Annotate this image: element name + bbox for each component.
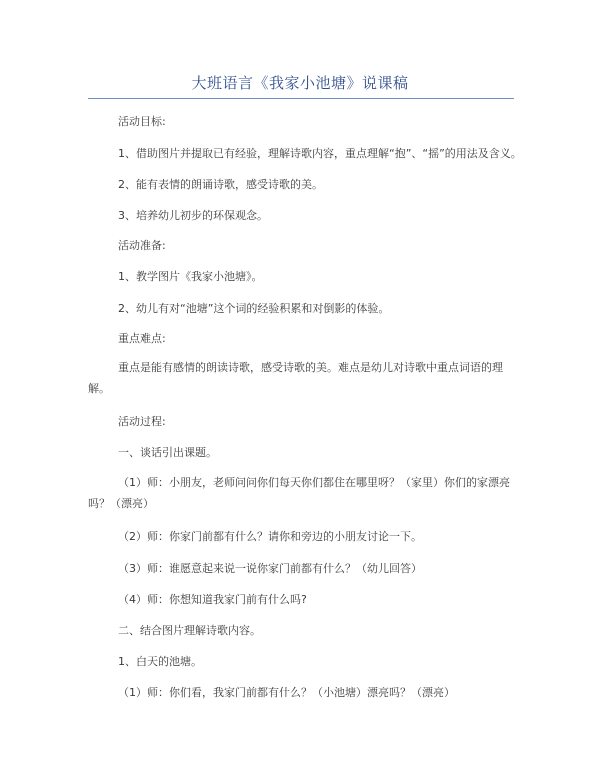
process-step-2: 二、结合图片理解诗歌内容。	[118, 624, 261, 637]
goal-item-3: 3、培养幼儿初步的环保观念。	[118, 209, 268, 222]
preparation-item-2: 2、幼儿有对“池塘”这个词的经验积累和对倒影的体验。	[118, 302, 390, 315]
process-step-1-q4: （4）师：你想知道我家门前有什么吗?	[118, 593, 307, 606]
section-heading-goals: 活动目标:	[118, 115, 166, 128]
section-heading-process: 活动过程:	[118, 415, 166, 428]
section-heading-key-points: 重点难点:	[118, 332, 166, 345]
key-points-paragraph: 重点是能有感情的朗读诗歌，感受诗歌的美。难点是幼儿对诗歌中重点词语的理解。	[88, 361, 503, 395]
preparation-item-1: 1、教学图片《我家小池塘》。	[118, 270, 263, 283]
goal-item-2: 2、能有表情的朗诵诗歌，感受诗歌的美。	[118, 178, 323, 191]
process-step-1-q2: （2）师：你家门前都有什么？请你和旁边的小朋友讨论一下。	[118, 530, 422, 543]
title-divider	[88, 98, 514, 99]
process-step-1-q3: （3）师：谁愿意起来说一说你家门前都有什么？（幼儿回答）	[118, 562, 422, 575]
goal-item-1: 1、借助图片并提取已有经验，理解诗歌内容，重点理解“抱”、“摇”的用法及含义。	[118, 147, 522, 160]
process-step-1: 一、谈话引出课题。	[118, 446, 217, 459]
document-title: 大班语言《我家小池塘》说课稿	[191, 74, 409, 92]
section-heading-preparation: 活动准备:	[118, 239, 166, 252]
process-step-2-sub-1: 1、白天的池塘。	[118, 655, 202, 668]
process-step-1-q1: （1）师：小朋友，老师问问你们每天你们都住在哪里呀？（家里）你们的家漂亮吗？（漂亮）	[88, 476, 510, 510]
process-step-2-sub-1-q1: （1）师：你们看，我家门前都有什么？（小池塘）漂亮吗？（漂亮）	[118, 686, 455, 699]
